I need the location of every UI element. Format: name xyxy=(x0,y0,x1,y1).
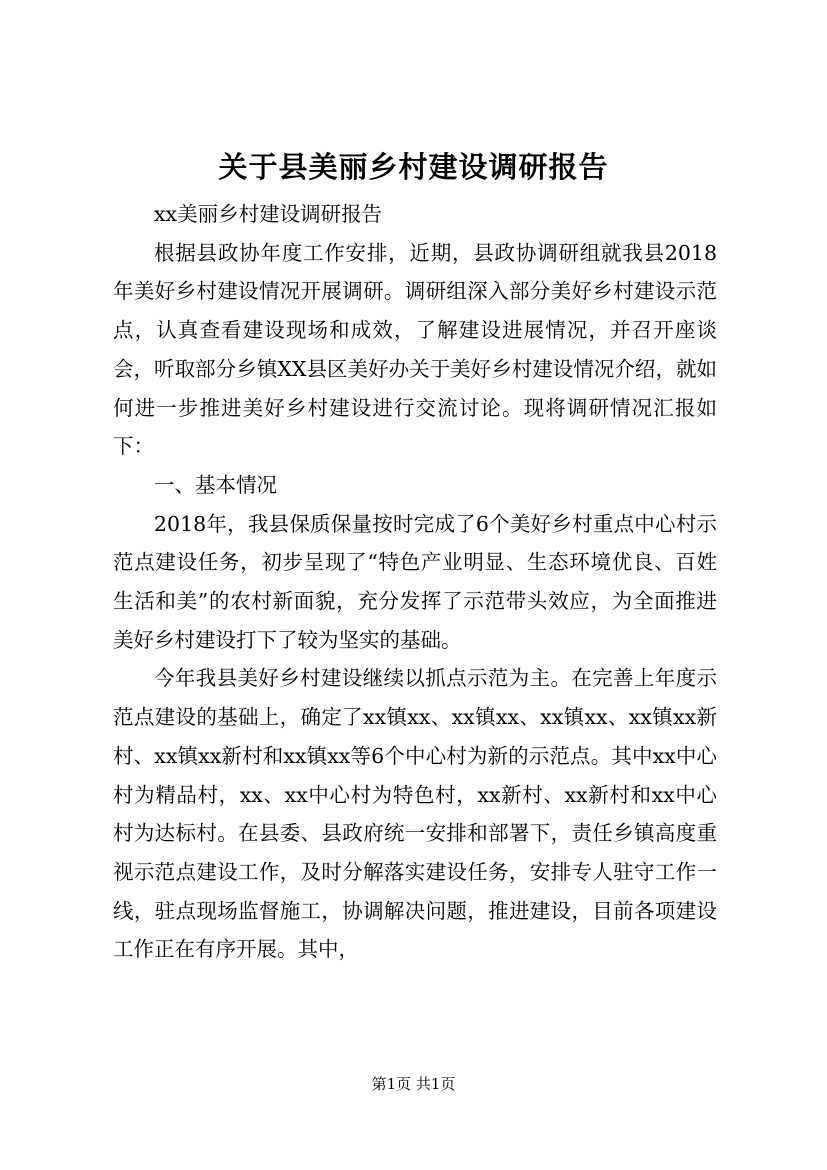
paragraph-subtitle: xx美丽乡村建设调研报告 xyxy=(154,202,383,226)
document-body xyxy=(113,195,717,969)
paragraph-this-year: 今年我县美好乡村建设继续以抓点示范为主。在完善上年度示范点建设的基础上，确定了xx镇xx、xx镇xx、xx镇xx、xx镇xx新村、xx镇xx新村和xx镇xx等6个中心村为新的示范点。其中xx中心村为精品村，xx、xx中心村为特色村，xx新村、xx新村和xx中心村为达标村。在县委、县政府统一安排和部署下，责任乡镇高度重视示范点建设工作，及时分解落实建设任务，安排专人驻守工作一线，驻点现场监督施工，协调解决问题，推进建设，目前各项建设工作正在有序开展。其中， xyxy=(113,666,717,962)
page-number-footer: 第1页 共1页 xyxy=(371,1075,456,1093)
section-heading-basic-situation: 一、基本情况 xyxy=(154,472,277,497)
paragraph-2018-summary: 2018年，我县保质保量按时完成了6个美好乡村重点中心村示范点建设任务，初步呈现了“特色产业明显、生态环境优良、百姓生活和美”的农村新面貌，充分发挥了示范带头效应，为全面推进美好乡村建设打下了较为坚实的基础。 xyxy=(113,511,717,652)
document-title: 关于县美丽乡村建设调研报告 xyxy=(218,150,609,184)
paragraph-intro: 根据县政协年度工作安排，近期，县政协调研组就我县2018年美好乡村建设情况开展调研。调研组深入部分美好乡村建设示范点，认真查看建设现场和成效，了解建设进展情况，并召开座谈会，听取部分乡镇XX县区美好办关于美好乡村建设情况介绍，就如何进一步推进美好乡村建设进行交流讨论。现将调研情况汇报如下： xyxy=(113,240,717,459)
